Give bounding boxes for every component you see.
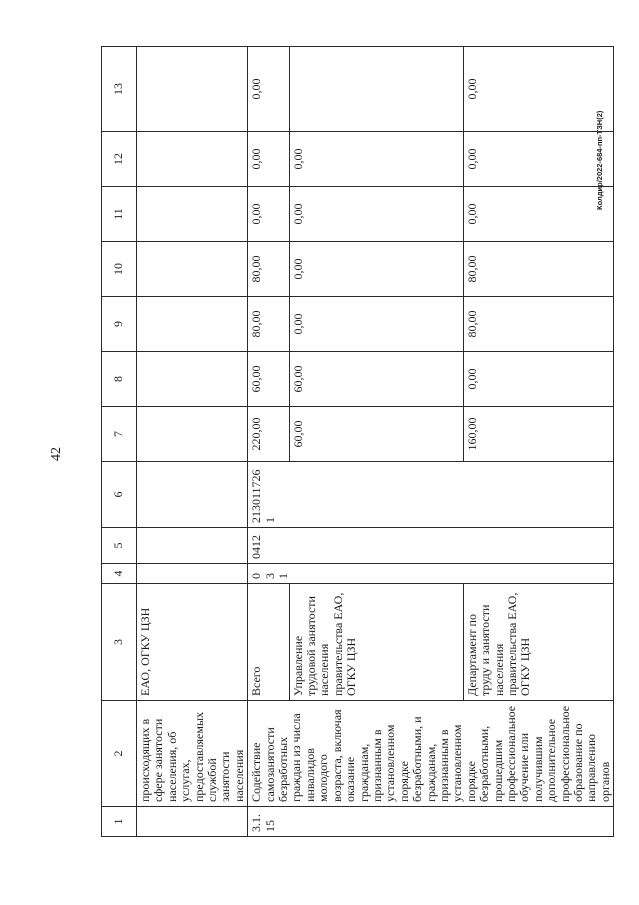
value-cell bbox=[289, 47, 463, 132]
value-cell: 0,00 bbox=[289, 187, 463, 242]
value-cell: 0,00 bbox=[463, 187, 614, 242]
value-cell: 160,00 bbox=[463, 407, 614, 462]
document-code: Колдир/2022-684-пп-ТЗН(2) bbox=[595, 110, 604, 210]
value-cell: 0,00 bbox=[463, 352, 614, 407]
header-cell: 12 bbox=[102, 132, 137, 187]
executor-label: Департамент по труду и занятости населения правительства ЕАО, ОГКУ ЦЗН bbox=[463, 584, 614, 701]
value-cell: 0,00 bbox=[463, 132, 614, 187]
header-cell: 10 bbox=[102, 242, 137, 297]
ministry-code: 031 bbox=[248, 564, 614, 584]
value-cell: 60,00 bbox=[248, 352, 289, 407]
target-article-code: 2130117261 bbox=[248, 462, 614, 528]
header-cell: 9 bbox=[102, 297, 137, 352]
header-cell: 4 bbox=[102, 564, 137, 584]
value-cell: 60,00 bbox=[289, 352, 463, 407]
page-number: 42 bbox=[49, 447, 64, 461]
header-cell: 13 bbox=[102, 47, 137, 132]
row-number: 3.1.15 bbox=[248, 807, 614, 837]
table-cell bbox=[137, 564, 248, 584]
header-cell: 1 bbox=[102, 807, 137, 837]
measure-name: Содействие самозанятости безработных граждан из числа инвалидов молодого возраста, включая оказание гражданам, признанным в установленном порядке безработными, и гражданам, признанным в установленном порядке безработными, прошедшим профессиональное обучение или получившим дополнительное профессиональное образование по направлению органов bbox=[248, 701, 614, 807]
total-row bbox=[248, 47, 289, 837]
value-cell: 0,00 bbox=[463, 47, 614, 132]
continuation-row bbox=[137, 47, 248, 837]
measure-name-continued: происходящих в сфере занятости населения, об услугах, предоставляемых службой занятости населения bbox=[137, 701, 248, 807]
table-cell bbox=[137, 297, 248, 352]
header-row bbox=[102, 47, 137, 837]
header-cell: 7 bbox=[102, 407, 137, 462]
header-cell: 8 bbox=[102, 352, 137, 407]
table-cell bbox=[137, 462, 248, 528]
total-label: Всего bbox=[248, 584, 289, 701]
header-cell: 11 bbox=[102, 187, 137, 242]
table-cell bbox=[137, 132, 248, 187]
value-cell: 0,00 bbox=[248, 47, 289, 132]
value-cell: 0,00 bbox=[248, 132, 289, 187]
value-cell: 80,00 bbox=[463, 242, 614, 297]
table-cell bbox=[137, 407, 248, 462]
program-table bbox=[101, 46, 614, 837]
value-cell: 0,00 bbox=[289, 242, 463, 297]
header-cell: 6 bbox=[102, 462, 137, 528]
value-cell: 80,00 bbox=[463, 297, 614, 352]
value-cell: 0,00 bbox=[289, 132, 463, 187]
value-cell: 0,00 bbox=[248, 187, 289, 242]
value-cell: 60,00 bbox=[289, 407, 463, 462]
section-code: 0412 bbox=[248, 528, 614, 564]
value-cell: 0,00 bbox=[289, 297, 463, 352]
table-cell bbox=[137, 807, 248, 837]
value-cell: 80,00 bbox=[248, 297, 289, 352]
value-cell: 80,00 bbox=[248, 242, 289, 297]
table-cell bbox=[137, 352, 248, 407]
header-cell: 5 bbox=[102, 528, 137, 564]
table-cell bbox=[137, 187, 248, 242]
executor-label: Управление трудовой занятости населения правительства ЕАО, ОГКУ ЦЗН bbox=[289, 584, 463, 701]
table-cell bbox=[137, 528, 248, 564]
header-cell: 3 bbox=[102, 584, 137, 701]
header-cell: 2 bbox=[102, 701, 137, 807]
table-cell bbox=[137, 47, 248, 132]
value-cell: 220,00 bbox=[248, 407, 289, 462]
executor-cell: ЕАО, ОГКУ ЦЗН bbox=[137, 584, 248, 701]
table-cell bbox=[137, 242, 248, 297]
